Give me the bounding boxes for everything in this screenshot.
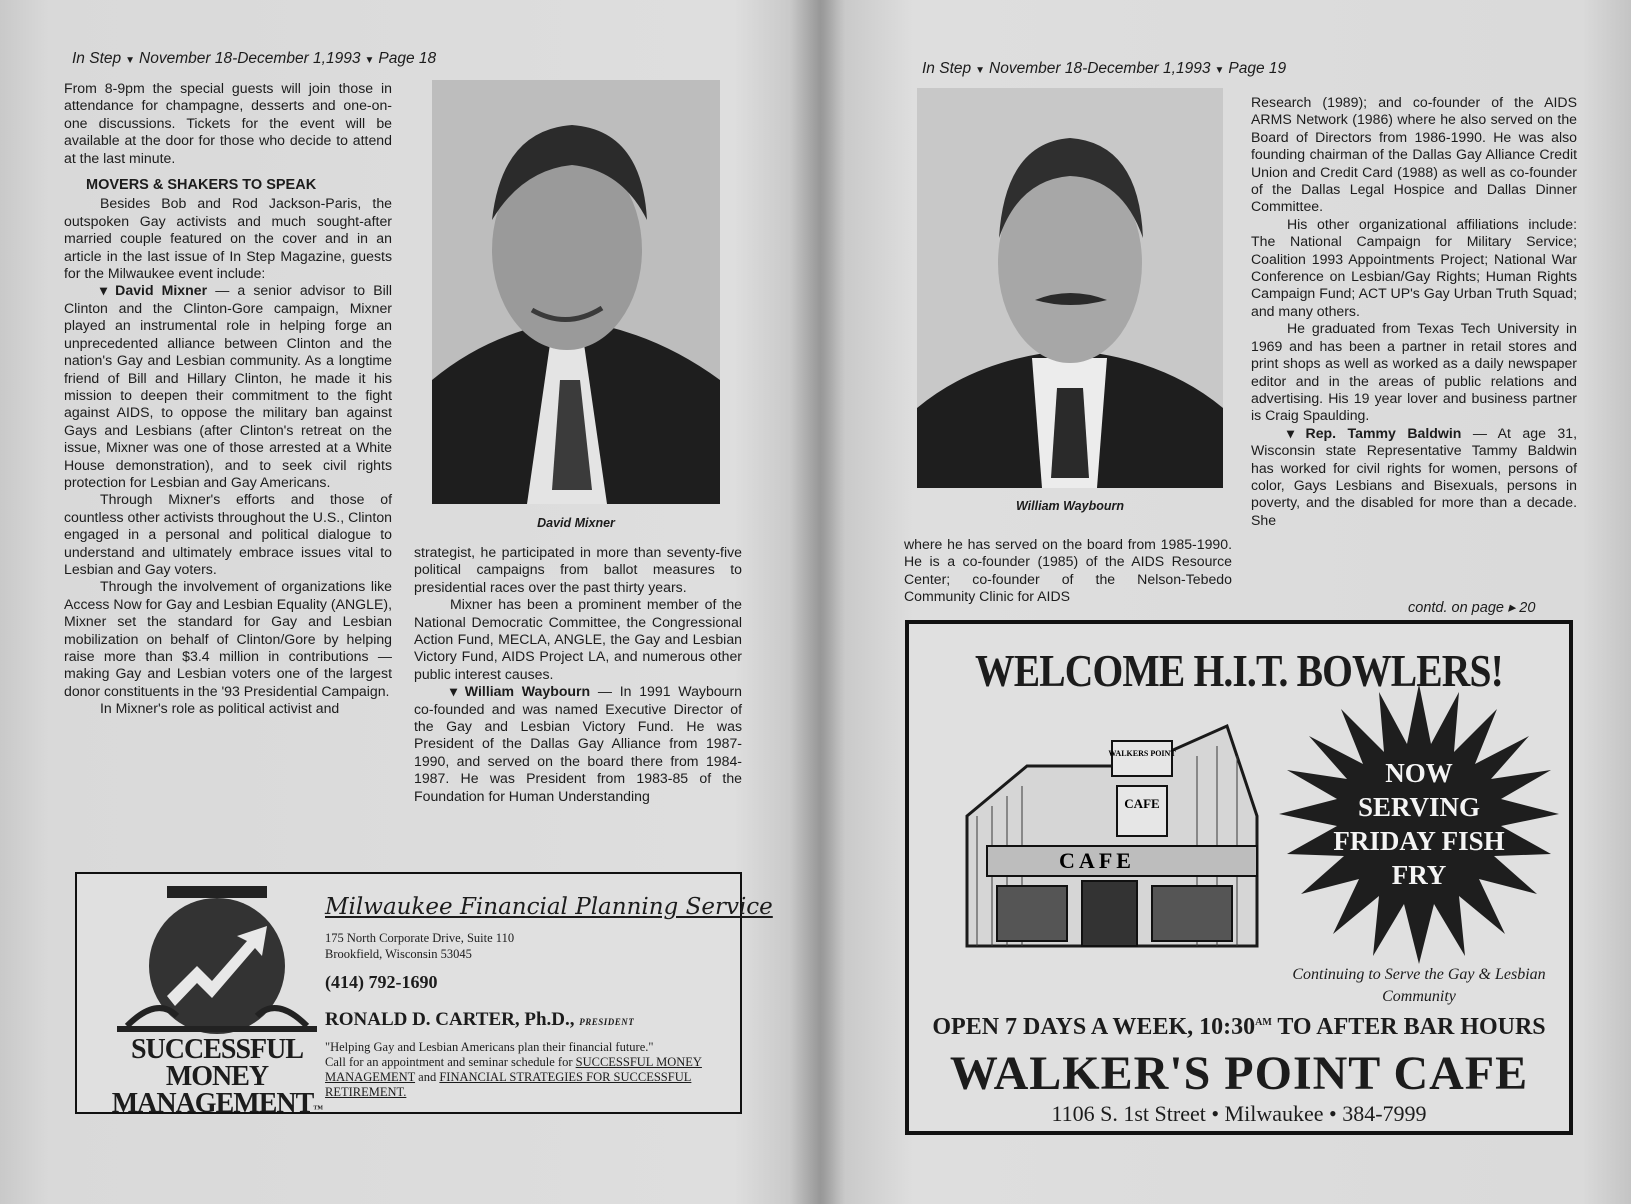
paragraph-tammy-baldwin: ▾ Rep. Tammy Baldwin — At age 31, Wisconsin state Representative Tammy Baldwin has worked for civil rights for women, persons of color, Gays Lesbians and Bisexuals, persons in poverty, and the disabled for more than a decade. She [1251,424,1577,528]
ad-cafe-name: WALKER'S POINT CAFE [949,1047,1529,1100]
paragraph: He graduated from Texas Tech University in 1969 and has been a partner in retail stores and print shops as well as worked as a daily newspaper editor and in the areas of public relations and advertising. His 19 year lover and business partner is Craig Spaulding. [1251,320,1577,424]
guest-name: ▾ Rep. Tammy Baldwin [1287,424,1462,441]
running-head-page: Page 19 [1228,60,1287,77]
starburst-text: NOW SERVING FRIDAY FISH FRY [1333,758,1505,890]
triangle-icon: ▼ [1214,65,1225,76]
ad-financial-planning [75,872,773,1119]
triangle-icon: ▼ [975,65,986,76]
cafe-sign-walkers: WALKERS POINT [1108,749,1176,758]
paragraph: From 8-9pm the special guests will join those in attendance for champagne, desserts and one-on-one discussions. Tickets for the event will be available at the door for those who decide to attend at the last minute. [64,80,392,166]
now-serving-starburst [1279,684,1559,964]
cafe-sign-main: CAFE [1059,848,1135,873]
page-gutter [790,0,845,1204]
ad-phone: (414) 792-1690 [325,972,438,992]
ad-address: 175 North Corporate Drive, Suite 110 Brookfield, Wisconsin 53045 [325,931,515,961]
paragraph: His other organizational affiliations include: The National Campaign for Military Service; Coalition 1993 Appointments Project; National War Conference on Lesbian/Gay Rights; Human Rights Campaign Fund; ACT UP's Gay Urban Truth Squad; and many others. [1251,215,1577,319]
section-heading: MOVERS & SHAKERS TO SPEAK [86,177,317,194]
paragraph: Besides Bob and Rod Jackson-Paris, the outspoken Gay activists and much sought-after married couple featured on the cover and in an article in the last issue of In Step Magazine, guests for the Milwaukee event include: [64,195,392,282]
running-head-pub: In Step [72,50,122,67]
paragraph: where he has served on the board from 1985-1990. He is a co-founder (1985) of the AIDS Resource Center; co-founder of the Nelson-Tebedo Community Clinic for AIDS [904,536,1232,605]
ad-tagline: Continuing to Serve the Gay & Lesbian Community [1292,966,1546,1005]
ad-walkers-point-cafe [905,620,1573,1135]
triangle-icon: ▼ [364,55,375,66]
photo-david-mixner [432,80,720,504]
paragraph: Research (1989); and co-founder of the AIDS ARMS Network (1986) where he also served on the Board of Directors from 1986-1990. He was also founding chairman of the Dallas Gay Alliance Credit Union and Credit Card (1988) as well as co-founder of the Dallas Legal Hospice and Dallas Dinner Committee. [1251,94,1577,215]
running-head-date: November 18-December 1,1993 [139,50,361,67]
running-head-page: Page 18 [378,50,437,67]
paragraph: Mixner has been a prominent member of the National Democratic Committee, the Congressional Action Fund, MECLA, ANGLE, the Gay and Lesbian Victory Fund, AIDS Project LA, and numerous other public interest causes. [414,596,742,682]
left-column-1 [64,80,392,718]
smm-logo-text: SUCCESSFUL MONEY MANAGEMENT™ [111,1034,323,1119]
paragraph-david-mixner: ▾ David Mixner — a senior advisor to Bill Clinton and the Clinton-Gore campaign, Mixner played an instrumental role in helping forge an unprecedented alliance between Clinton and the nation's Gay and Lesbian community. As a longtime friend of Bill and Hillary Clinton, he made it his mission to deepen their commitment to the fight against AIDS, to oppose the military ban against Gays and Lesbians (after Clinton's retreat on the issue, Mixner was one of those arrested at a White House demonstration), and to seek civil rights protection for Lesbian and Gay Americans. [64,282,393,490]
left-column-2 [414,544,742,805]
ad-blurb: "Helping Gay and Lesbian Americans plan their financial future." Call for an appointment and seminar schedule for SUCCESSFUL MONEY MANAGEMENT and FINANCIAL STRATEGIES FOR SUCCESSFUL RETIREMENT. [325,1040,702,1099]
paragraph: Through the involvement of organizations like Access Now for Gay and Lesbian Equality (ANGLE), Mixner set the standard for Gay and Lesbian mobilization on behalf of Clinton/Gore by helping raise more than $3.4 million in contributions — making Gay and Lesbian voters one of the largest donor constituents in the '93 Presidential Campaign. [64,578,392,699]
photo-william-waybourn [917,88,1223,488]
guest-name: ▾ David Mixner [100,282,208,299]
guest-name: ▾ William Waybourn [450,683,591,700]
paragraph: strategist, he participated in more than seventy-five political campaigns from ballot measures to presidential races over the past thirty years. [414,544,742,595]
right-column-2 [1251,94,1577,529]
right-column-1 [904,536,1232,606]
running-head-right [922,60,1286,78]
running-head-left [72,50,436,68]
cafe-sign-upper: CAFE [1124,796,1160,811]
ad-hours: OPEN 7 DAYS A WEEK, $10:30^{AM}$ TO AFTER BAR HOURS [932,1014,1546,1040]
ad-president: RONALD D. CARTER, Ph.D., PRESIDENT [325,1009,635,1030]
running-head-pub: In Step [922,60,972,77]
paragraph: In Mixner's role as political activist and [100,700,340,717]
ad-script-title: Milwaukee Financial Planning Service [325,894,773,920]
ad-address: 1106 S. 1st Street • Milwaukee • 384-7999 [1051,1101,1427,1126]
photo-caption: William Waybourn [1015,499,1124,513]
growth-chart-logo-icon [97,886,337,1036]
paragraph-william-waybourn: ▾ William Waybourn — In 1991 Waybourn co-founded and was named Executive Director of the Gay and Lesbian Victory Fund. He was President of the Dallas Gay Alliance from 1987-1990, and served on the board there from 1984-1987. He was President from 1983-85 of the Foundation for Human Understanding [414,683,742,804]
paragraph: Through Mixner's efforts and those of countless other activists throughout the U.S., Clinton engaged in a personal and political dialogue to understand and ultimately embrace issues vital to Lesbian and Gay voters. [64,491,392,577]
cafe-building-illustration-icon [937,696,1267,966]
triangle-icon: ▼ [125,55,136,66]
running-head-date: November 18-December 1,1993 [989,60,1211,77]
continued-note: contd. on page ▸ 20 [1408,600,1536,616]
photo-caption: David Mixner [537,516,615,530]
ad-welcome-headline: WELCOME H.I.T. BOWLERS! [975,645,1503,696]
